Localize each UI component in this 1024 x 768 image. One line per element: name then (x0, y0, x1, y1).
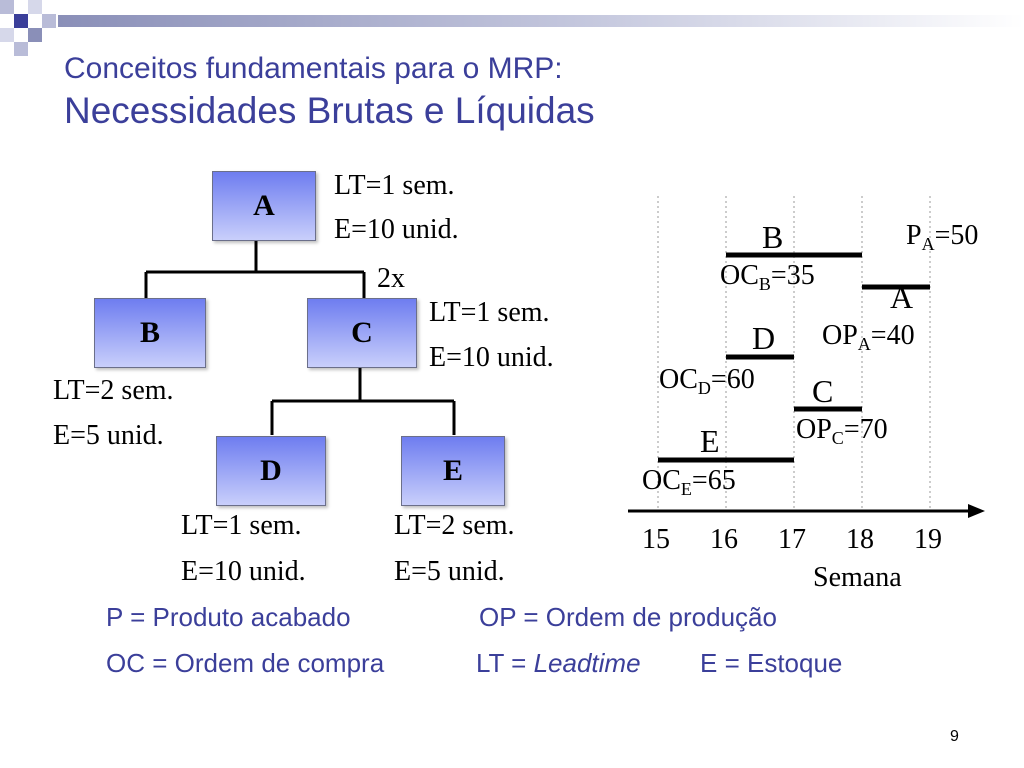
node-a-label: A (253, 189, 275, 222)
week-label: 17 (778, 524, 806, 555)
demand-base: P (906, 220, 922, 251)
legend-e: E = Estoque (700, 648, 843, 678)
node-a-leadtime: LT=1 sem. (334, 170, 455, 201)
bar-item-label: E (700, 423, 720, 459)
bar-item-label: C (812, 373, 834, 409)
legend-lt-term: Leadtime (533, 648, 641, 678)
title-line-2: Necessidades Brutas e Líquidas (64, 90, 595, 131)
title-line-1: Conceitos fundamentais para o MRP: (64, 52, 563, 85)
week-label: 18 (846, 524, 874, 555)
node-d-stock: E=10 unid. (181, 556, 306, 587)
bar-item-label: D (752, 320, 776, 356)
timeline-axis-arrow (968, 504, 985, 518)
node-e-leadtime: LT=2 sem. (394, 510, 515, 541)
node-a-stock: E=10 unid. (334, 214, 459, 245)
bar-order-label: $OP_C=70$ (796, 414, 888, 448)
bar-order-label: $OC_B=35$ (720, 260, 815, 294)
node-e-stock: E=5 unid. (394, 556, 505, 587)
node-b-leadtime: LT=2 sem. (53, 375, 174, 406)
legend-lt (476, 648, 641, 679)
week-label: 19 (914, 524, 942, 555)
node-d-label: D (260, 454, 282, 487)
bar-order-label: $OC_D=60$ (659, 364, 755, 398)
axis-label: Semana (813, 562, 902, 593)
week-label: 16 (710, 524, 738, 555)
legend-p: P = Produto acabado (106, 602, 351, 632)
legend-lt-prefix: LT = (476, 648, 534, 678)
demand-label (906, 222, 978, 253)
page-number: 9 (950, 728, 959, 745)
node-b-stock: E=5 unid. (53, 420, 164, 451)
multiplier-label: 2x (377, 263, 405, 294)
node-c-label: C (351, 316, 373, 349)
node-e-label: E (442, 454, 463, 487)
legend-op: OP = Ordem de produção (479, 602, 777, 632)
node-b-label: B (139, 316, 160, 349)
demand-sub: A (921, 234, 935, 254)
timeline-grid (658, 196, 930, 510)
bar-order-label: $OP_A=40$ (822, 320, 915, 354)
node-d-leadtime: LT=1 sem. (181, 510, 302, 541)
bar-item-label: A (890, 279, 914, 315)
node-c-leadtime: LT=1 sem. (429, 297, 550, 328)
bar-item-label: B (762, 219, 784, 255)
week-label: 15 (642, 524, 670, 555)
bar-order-label: $OC_E=65$ (642, 465, 736, 499)
node-c-stock: E=10 unid. (429, 342, 554, 373)
demand-value: =50 (934, 220, 979, 251)
legend-oc: OC = Ordem de compra (106, 648, 385, 678)
